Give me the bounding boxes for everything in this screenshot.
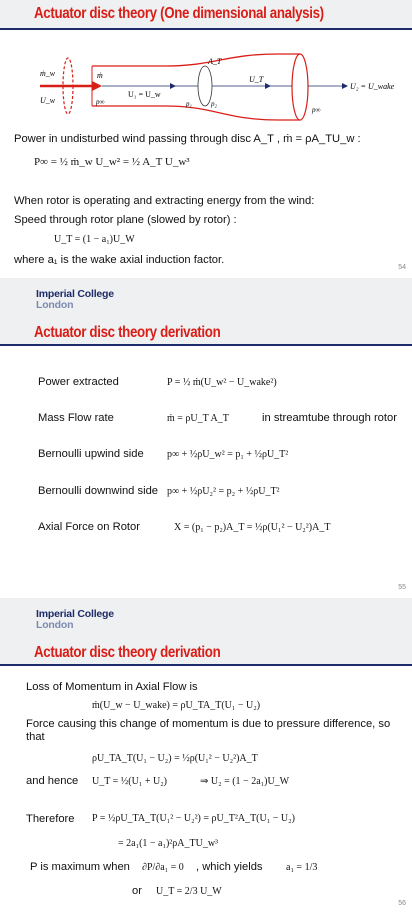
title-bar [0,0,412,28]
slide-title: Actuator disc theory derivation [34,644,221,661]
title-bar [0,644,412,664]
ut-result: U_T = 2/3 U_W [156,886,222,897]
page-number: 54 [398,264,406,271]
force-text-cont: that [26,731,45,743]
label-u1: U₁ = U_w [128,90,161,99]
label-p1: p₁ [186,100,192,108]
label-ut: U_T [249,75,264,84]
row-label: Mass Flow rate [38,412,114,424]
imperial-logo [36,289,114,311]
row-label: Bernoulli upwind side [38,448,144,460]
logo-line-1: Imperial College [36,288,114,300]
rotor-operating-text: When rotor is operating and extracting energy from the wind: [14,195,315,207]
label-mw: ṁ_w [40,69,56,78]
row-equation: p∞ + ½ρU_w² = p₁ + ½ρU_T² [167,449,289,460]
row-label: Bernoulli downwind side [38,485,159,497]
imperial-logo [36,609,114,631]
page-number: 56 [398,900,406,907]
label-uw: U_w [40,96,56,105]
and-hence-text: and hence [26,775,79,787]
power-undisturbed-text: Power in undisturbed wind passing through disc A_T , ṁ = ρA_TU_w : [14,133,361,145]
row-label: Power extracted [38,376,119,388]
logo-line-1: Imperial College [36,608,114,620]
label-p2: p₂ [211,100,217,108]
u2-equation: ⇒ U₂ = (1 − 2a₁)U_W [200,776,290,787]
row-equation: X = (p₁ − p₂)A_T = ½ρ(U₁² − U₂²)A_T [174,522,331,533]
momentum-loss-text: Loss of Momentum in Axial Flow is [26,681,198,693]
power-equation: P∞ = ½ ṁ_w U_w² = ½ A_T U_w³ [34,156,190,168]
which-yields-text: , which yields [196,861,263,873]
slide-title: Actuator disc theory derivation [34,324,221,341]
induction-factor-text: where a₁ is the wake axial induction factor. [14,254,225,266]
maximum-text: P is maximum when [30,861,130,873]
or-text: or [132,885,142,897]
force-text: Force causing this change of momentum is due to pressure difference, so [26,718,391,730]
page-number: 55 [398,584,406,591]
header-area [0,278,412,324]
header-area [0,598,412,644]
pressure-equation: ρU_TA_T(U₁ − U₂) = ½ρ(U₁² − U₂²)A_T [92,753,258,764]
slide-54 [0,0,412,276]
logo-line-2: London [36,299,74,311]
power-simplified-equation: = 2a₁(1 − a₁)²ρA_TU_w³ [118,838,219,849]
title-rule [0,28,412,30]
streamtube-top [92,54,300,66]
row-equation: ṁ = ρU_T A_T [167,413,229,424]
streamtube-bottom [92,106,300,120]
logo-line-2: London [36,619,74,631]
title-rule [0,344,412,346]
row-label: Axial Force on Rotor [38,521,140,533]
label-pinf-right: p∞ [312,106,321,114]
label-pinf-left: p∞ [96,98,105,106]
a1-result: a₁ = 1/3 [286,862,318,873]
therefore-text: Therefore [26,813,75,825]
label-mdot: ṁ [97,71,103,80]
speed-text: Speed through rotor plane (slowed by rotor) : [14,214,237,226]
label-at: A_T [208,57,222,66]
ut-equation: U_T = (1 − a₁)U_W [54,234,135,245]
power-equation: P = ½ρU_TA_T(U₁² − U₂²) = ρU_T²A_T(U₁ − U₂) [92,813,295,824]
row-equation: p∞ + ½ρU₂² = p₂ + ½ρU_T² [167,486,280,497]
exit-disc [292,54,308,120]
momentum-equation: ṁ(U_w − U_wake) = ρU_TA_T(U₁ − U₂) [92,700,261,711]
slide-title: Actuator disc theory (One dimensional analysis) [34,5,324,22]
row-note: in streamtube through rotor [262,412,397,424]
ut-average-equation: U_T = ½(U₁ + U₂) [92,776,168,787]
row-equation: P = ½ ṁ(U_w² − U_wake²) [167,377,277,388]
slide-56 [0,598,412,912]
label-u2: U₂ = U_wake [350,82,395,91]
actuator-disc-diagram [0,48,412,144]
rotor-disc [198,66,212,106]
title-bar [0,324,412,344]
derivative-equation: ∂P/∂a₁ = 0 [142,862,184,873]
title-rule [0,664,412,666]
slide-55 [0,278,412,596]
